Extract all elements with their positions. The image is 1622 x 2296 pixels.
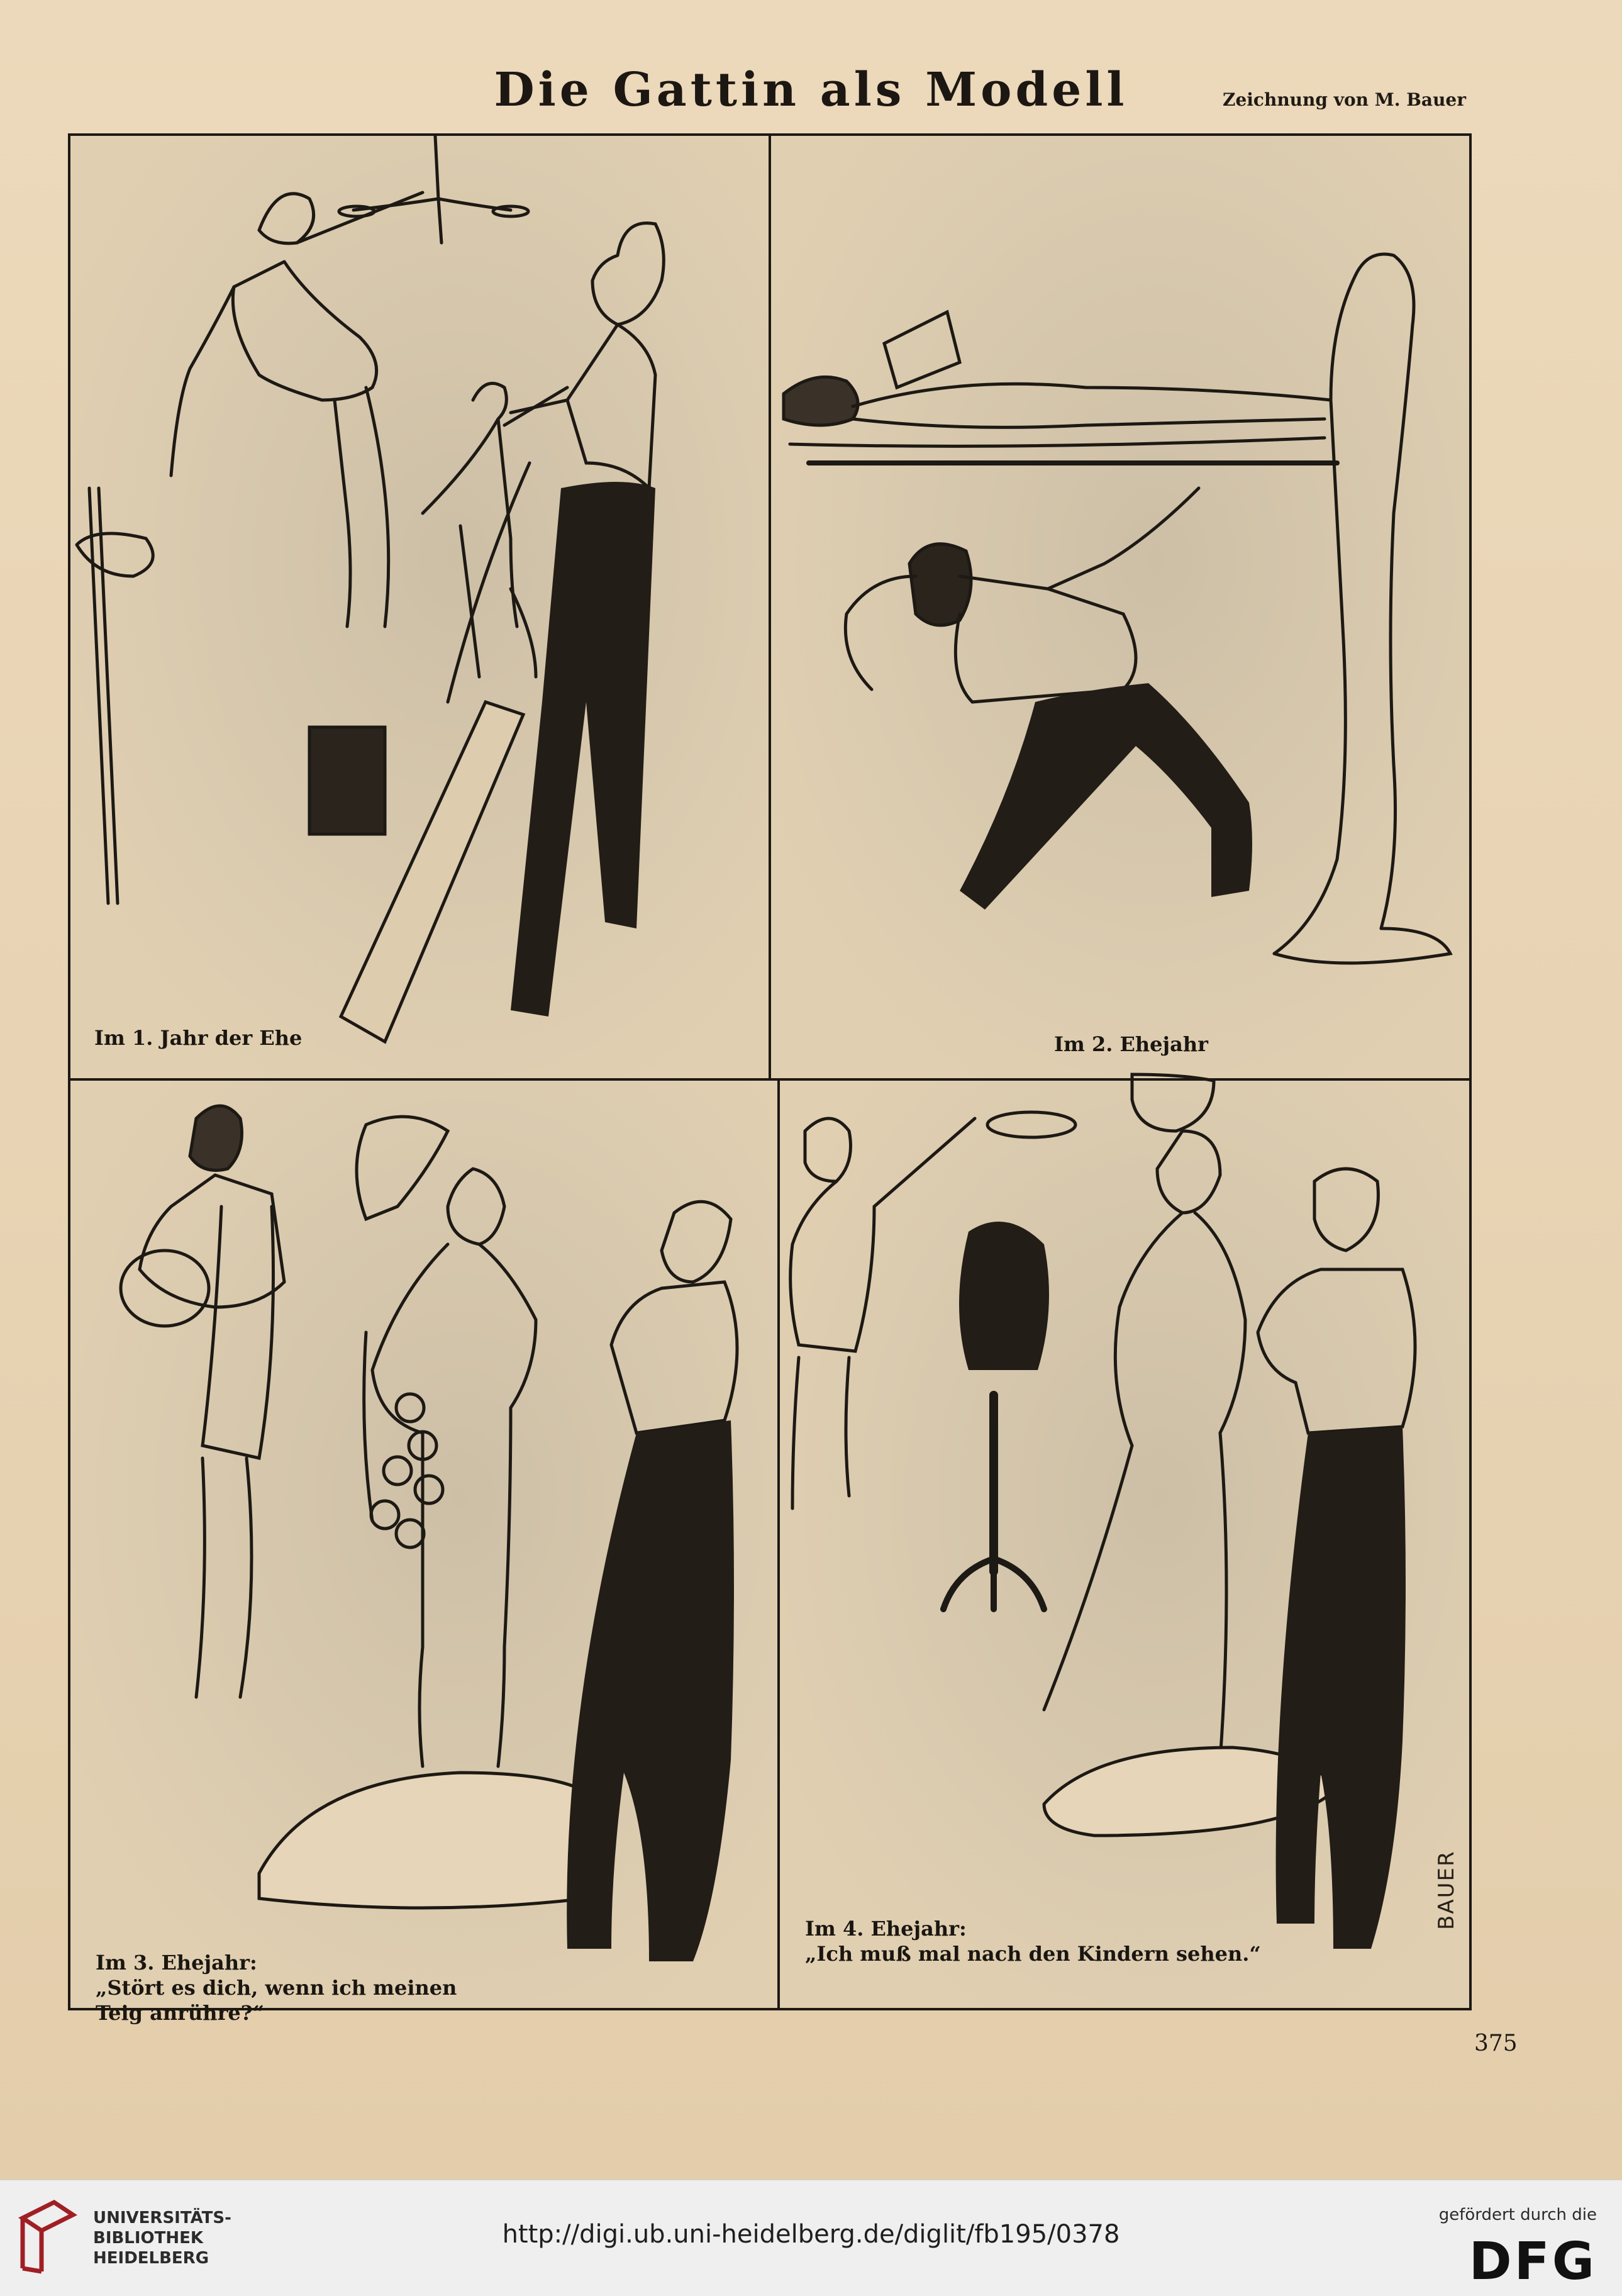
panel-3-caption: Im 3. Ehejahr: „Stört es dich, wenn ich meinen Teig anrühre?“: [96, 1951, 457, 2025]
panel-3-illustration: [70, 1081, 777, 2008]
footer-bar: [0, 2180, 1622, 2296]
permalink-url[interactable]: http://digi.ub.uni-heidelberg.de/diglit/fb195/0378: [502, 2220, 1120, 2249]
page-number: 375: [1474, 2031, 1518, 2056]
artist-signature: BAUER: [1434, 1850, 1459, 1930]
dfg-logo: DFG: [1469, 2232, 1597, 2292]
panel-1-caption: Im 1. Jahr der Ehe: [94, 1026, 303, 1050]
panel-4-caption: Im 4. Ehejahr: „Ich muß mal nach den Kindern sehen.“: [805, 1917, 1261, 1966]
panel-4-illustration: [780, 1081, 1469, 2008]
panel-year-4: [777, 1078, 1472, 2010]
panel-1-illustration: [70, 136, 769, 1078]
funded-by-text: gefördert durch die: [1438, 2205, 1597, 2224]
page-title: Die Gattin als Modell: [494, 63, 1128, 117]
panel-2-caption: Im 2. Ehejahr: [1054, 1032, 1208, 1056]
panel-year-1: [68, 133, 771, 1081]
panel-year-2: [769, 133, 1472, 1081]
panel-2-illustration: [771, 136, 1469, 1078]
drawing-credit: Zeichnung von M. Bauer: [1223, 89, 1466, 110]
library-name: UNIVERSITÄTS- BIBLIOTHEK HEIDELBERG: [93, 2209, 231, 2268]
panel-year-3: [68, 1078, 780, 2025]
